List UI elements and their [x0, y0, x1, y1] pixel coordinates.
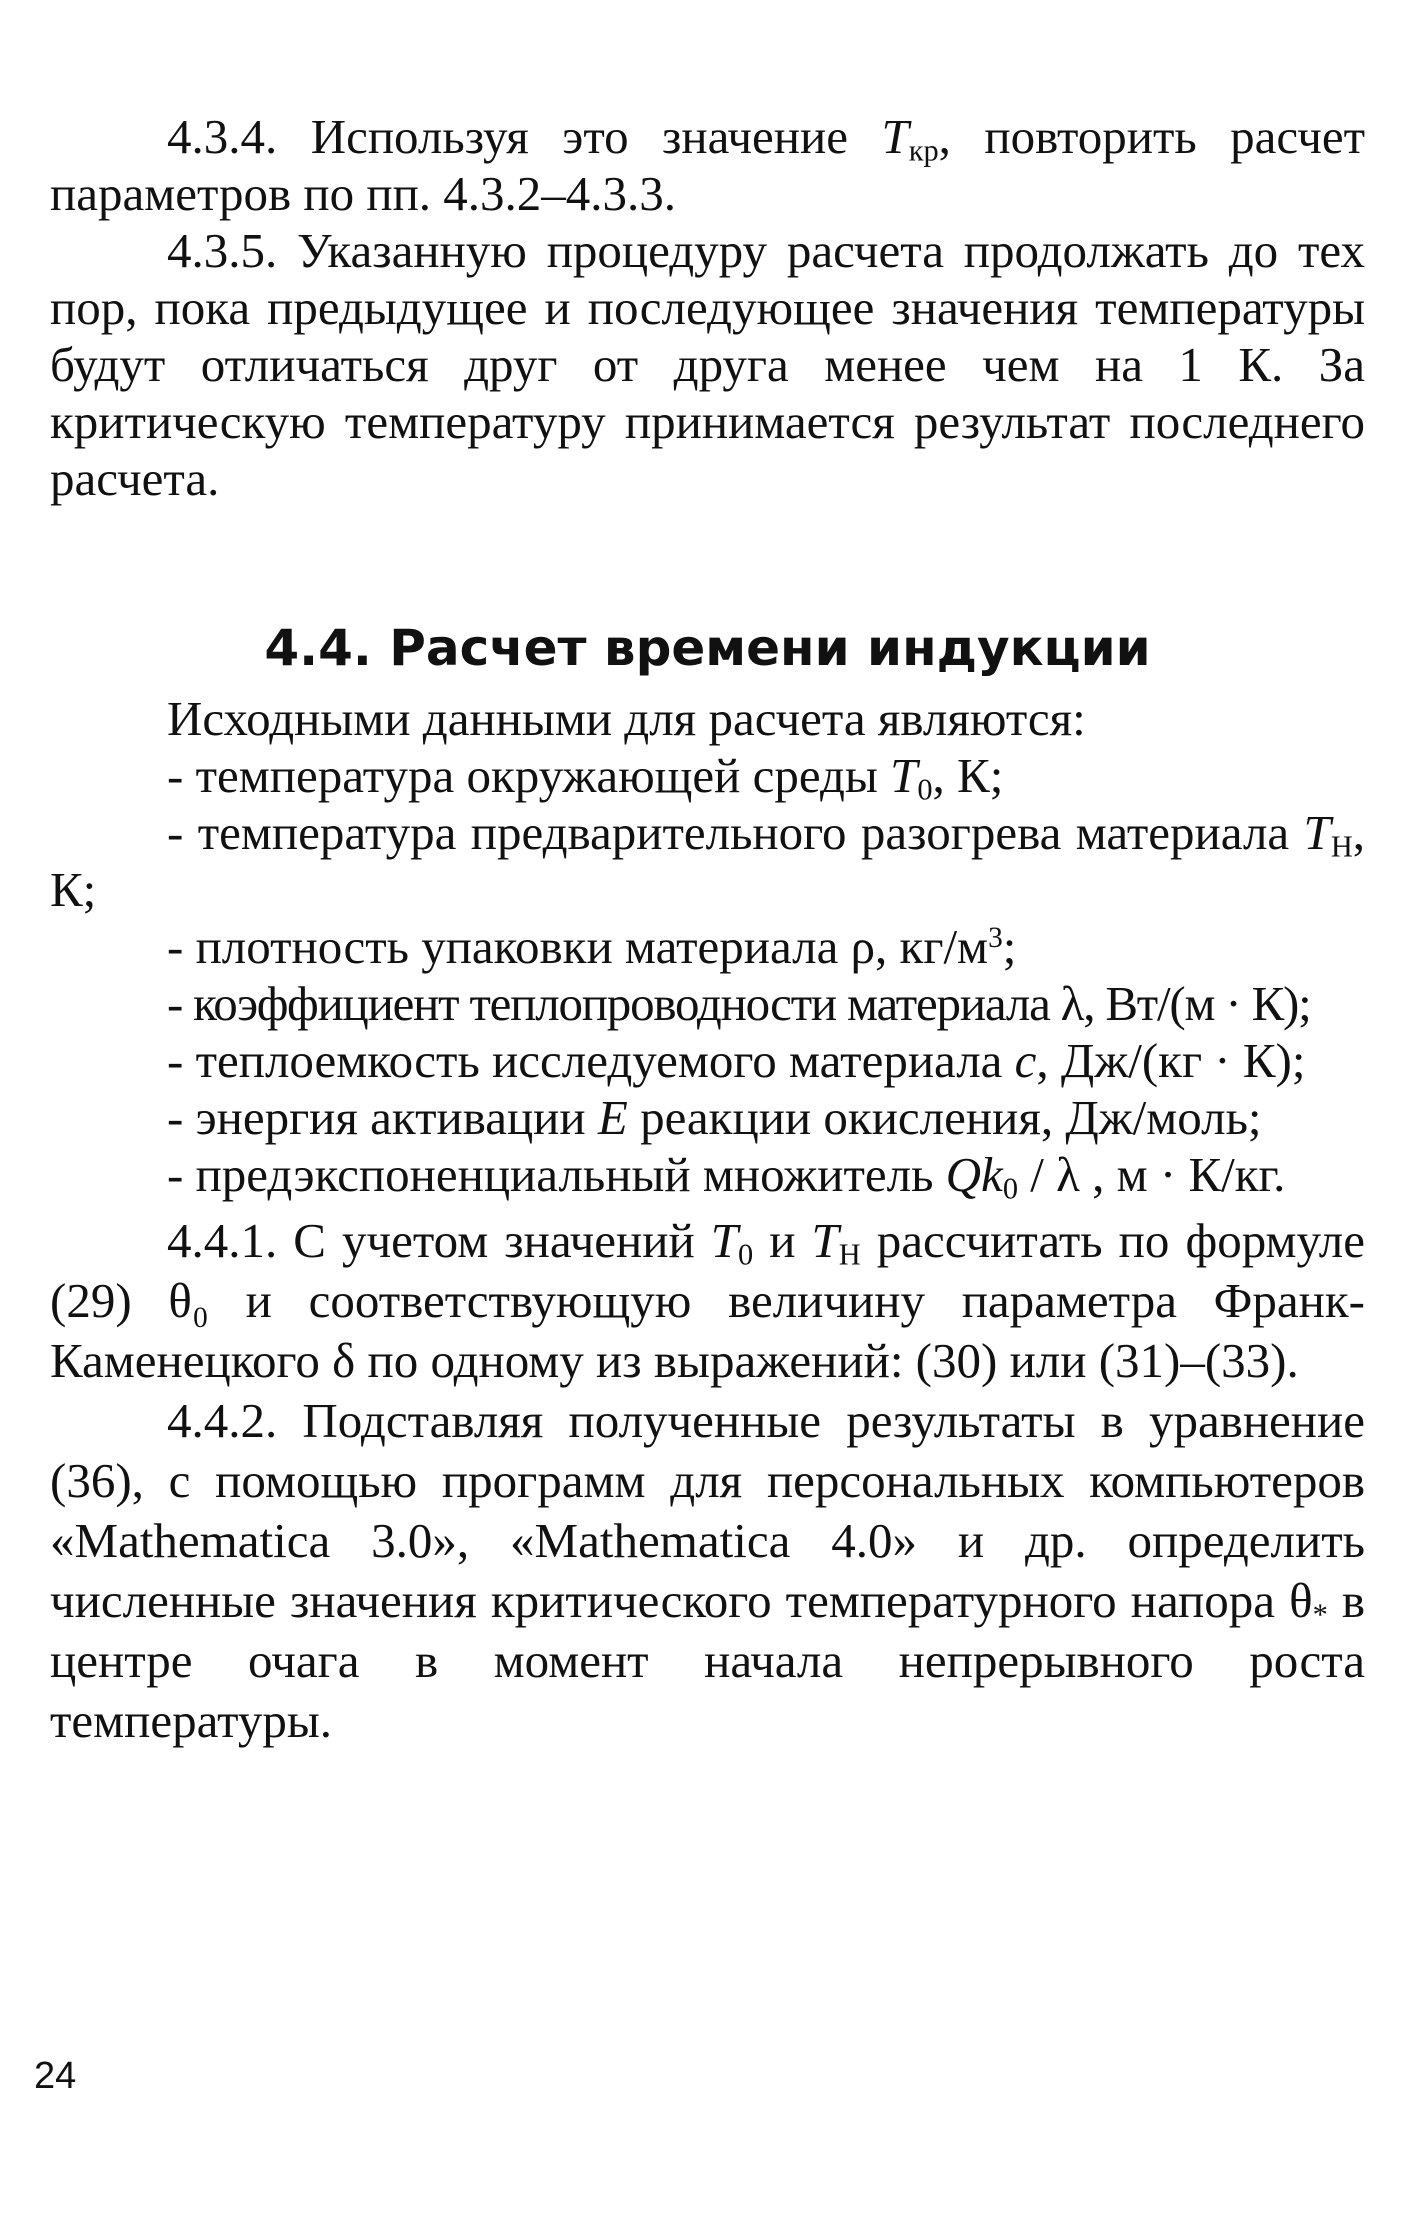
- list-item-heat-capacity: - теплоемкость исследуемого материала c, Дж/(кг · К);: [167, 1033, 1306, 1088]
- list-item-packing-density: - плотность упаковки материала ρ, $кг/м^3$;: [167, 919, 1017, 974]
- list-item-preheat-temperature: - температура предварительного разогрева материала $T_Н$, К;: [50, 805, 1365, 917]
- list-item-activation-energy: - энергия активации E реакции окисления, Дж/моль;: [167, 1090, 1262, 1145]
- section-heading: 4.4. Расчет времени индукции: [264, 619, 1151, 677]
- main-text-block: [50, 690, 1365, 1751]
- paragraph-4-3-4: 4.3.4. Используя это значение $T_{кр}$, повторить расчет параметров по пп. 4.3.2–4.3.3.: [50, 109, 1366, 221]
- list-item-preexponential-factor: - предэкспоненциальный множитель $Qk_0$ / λ , м · К/кг.: [167, 1147, 1286, 1206]
- page-number: 24: [34, 2055, 77, 2097]
- paragraph-4-4-1: 4.4.1. С учетом значений $T_0$ и $T_Н$ рассчитать по формуле (29) θ₀ и соответствующую величину параметра Франк-Каменецкого δ по одному из выражений: (30) или (31)–(33).: [50, 1213, 1366, 1388]
- list-item-thermal-conductivity: - коэффициент теплопроводности материала λ, Вт/(м · К);: [167, 976, 1311, 1031]
- intro-line: Исходными данными для расчета являются:: [167, 691, 1086, 746]
- paragraph-4-4-2: 4.4.2. Подставляя полученные результаты в уравнение (36), с помощью программ для персональных компьютеров «Mathematica 3.0», «Mathematica 4.0» и др. определить численные значения критического температурного напора $\theta_*$ в центре очага в момент начала непрерывного роста температуры.: [50, 1393, 1366, 1748]
- paragraph-4-3-5: 4.3.5. Указанную процедуру расчета продолжать до тех пор, пока предыдущее и последующее значения температуры будут отличаться друг от друга менее чем на 1 К. За критическую температуру принимается результат последнего расчета.: [50, 223, 1365, 506]
- list-item-ambient-temperature: - температура окружающей среды $T_0$, К;: [167, 748, 1004, 807]
- top-text-block: [50, 108, 1365, 507]
